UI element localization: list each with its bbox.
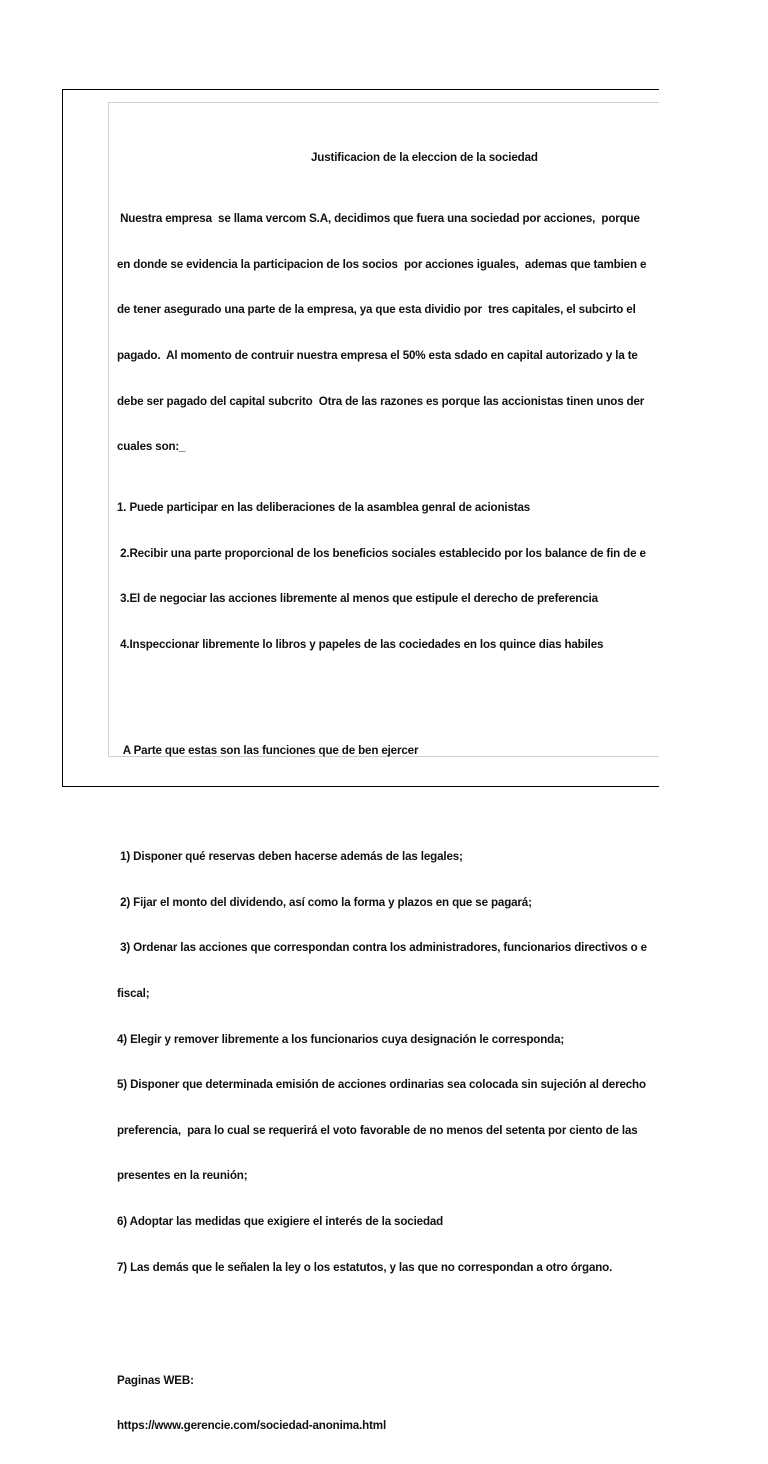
rights-item: 4.Inspeccionar libremente lo libros y papeles de las cociedades en los quince dias habiles [117,637,604,651]
function-item: 4) Elegir y remover libremente a los funcionarios cuya designación le corresponda; [117,1032,565,1046]
function-item: 2) Fijar el monto del dividendo, así como la forma y plazos en que se pagará; [117,895,532,909]
web-label: Paginas WEB: [117,1373,194,1387]
rights-item: 2.Recibir una parte proporcional de los beneficios sociales establecido por los balance de fin de e [117,546,646,560]
rights-item: 1. Puede participar en las deliberaciones de la asamblea genral de acionistas [117,500,531,514]
web-link[interactable]: https://www.gerencie.com/sociedad-anonima.html [117,1419,387,1433]
function-item: 1) Disponer qué reservas deben hacerse además de las legales; [117,850,463,864]
intro-line: de tener asegurado una parte de la empresa, ya que esta dividio por tres capitales, el subcirto el [117,303,636,317]
intro-line: debe ser pagado del capital subcrito Otra de las razones es porque las accionistas tinen unos der [117,394,645,408]
function-item: presentes en la reunión; [117,1169,248,1183]
function-item: 3) Ordenar las acciones que correspondan contra los administradores, funcionarios directivos o e [117,941,647,955]
function-item: 6) Adoptar las medidas que exigiere el interés de la sociedad [117,1214,444,1228]
intro-line: en donde se evidencia la participacion de los socios por acciones iguales, ademas que tambien e [117,257,647,271]
spacer [117,1320,757,1342]
page-margin [659,0,768,1024]
intro-line: Nuestra empresa se llama vercom S.A, decidimos que fuera una sociedad por acciones, porque [117,212,640,226]
function-item: 5) Disponer que determinada emisión de acciones ordinarias sea colocada sin sujeción al derecho [117,1078,646,1092]
function-item: fiscal; [117,986,150,1000]
function-item: preferencia, para lo cual se requerirá el voto favorable de no menos del setenta por ciento de las [117,1123,638,1137]
rights-item: 3.El de negociar las acciones libremente al menos que estipule el derecho de preferencia [117,592,598,606]
document-title: Justificacion de la eleccion de la sociedad [311,151,538,165]
intro-line: pagado. Al momento de contruir nuestra empresa el 50% esta sdado en capital autorizado y la te [117,348,638,362]
intro-line: cuales son:_ [117,440,186,454]
functions-heading: A Parte que estas son las funciones que de ben ejercer [117,743,419,757]
function-item: 7) Las demás que le señalen la ley o los estatutos, y las que no correspondan a otro órgano. [117,1260,613,1274]
